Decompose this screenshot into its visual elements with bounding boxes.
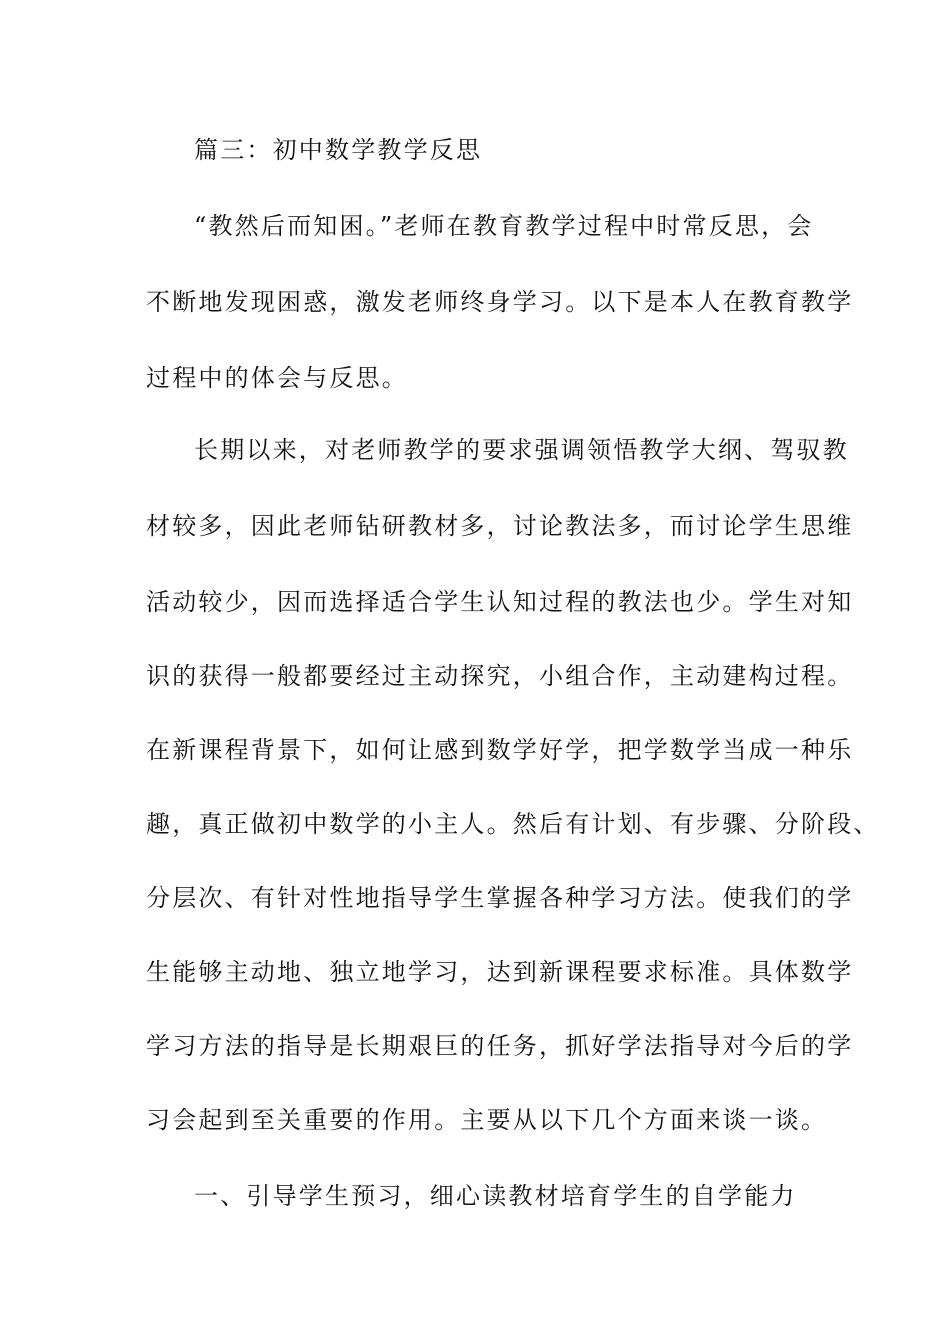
paragraph-2-line-3: 活动较少，因而选择适合学生认知过程的教法也少。学生对知 bbox=[146, 588, 854, 616]
paragraph-1-line-3: 过程中的体会与反思。 bbox=[146, 364, 408, 392]
paragraph-2-line-9: 学习方法的指导是长期艰巨的任务，抓好学法指导对今后的学 bbox=[146, 1032, 854, 1060]
section-heading: 一、引导学生预习，细心读教材培育学生的自学能力 bbox=[194, 1182, 797, 1210]
paragraph-2-line-4: 识的获得一般都要经过主动探究，小组合作，主动建构过程。 bbox=[146, 662, 854, 690]
paragraph-2-line-1: 长期以来，对老师教学的要求强调领悟教学大纲、驾驭教 bbox=[194, 436, 849, 464]
page-title: 篇三：初中数学教学反思 bbox=[194, 136, 483, 164]
paragraph-1-line-1: “教然后而知困。”老师在教育教学过程中时常反思，会 bbox=[194, 212, 814, 240]
paragraph-2-line-7: 分层次、有针对性地指导学生掌握各种学习方法。使我们的学 bbox=[146, 884, 854, 912]
paragraph-2-line-5: 在新课程背景下，如何让感到数学好学，把学数学当成一种乐 bbox=[146, 736, 854, 764]
paragraph-2-line-8: 生能够主动地、独立地学习，达到新课程要求标准。具体数学 bbox=[146, 958, 854, 986]
paragraph-2-line-10: 习会起到至关重要的作用。主要从以下几个方面来谈一谈。 bbox=[146, 1106, 828, 1134]
paragraph-2-line-6: 趣，真正做初中数学的小主人。然后有计划、有步骤、分阶段、 bbox=[146, 810, 880, 838]
paragraph-1-line-2: 不断地发现困惑，激发老师终身学习。以下是本人在教育教学 bbox=[146, 288, 854, 316]
paragraph-2-line-2: 材较多，因此老师钻研教材多，讨论教法多，而讨论学生思维 bbox=[146, 512, 854, 540]
